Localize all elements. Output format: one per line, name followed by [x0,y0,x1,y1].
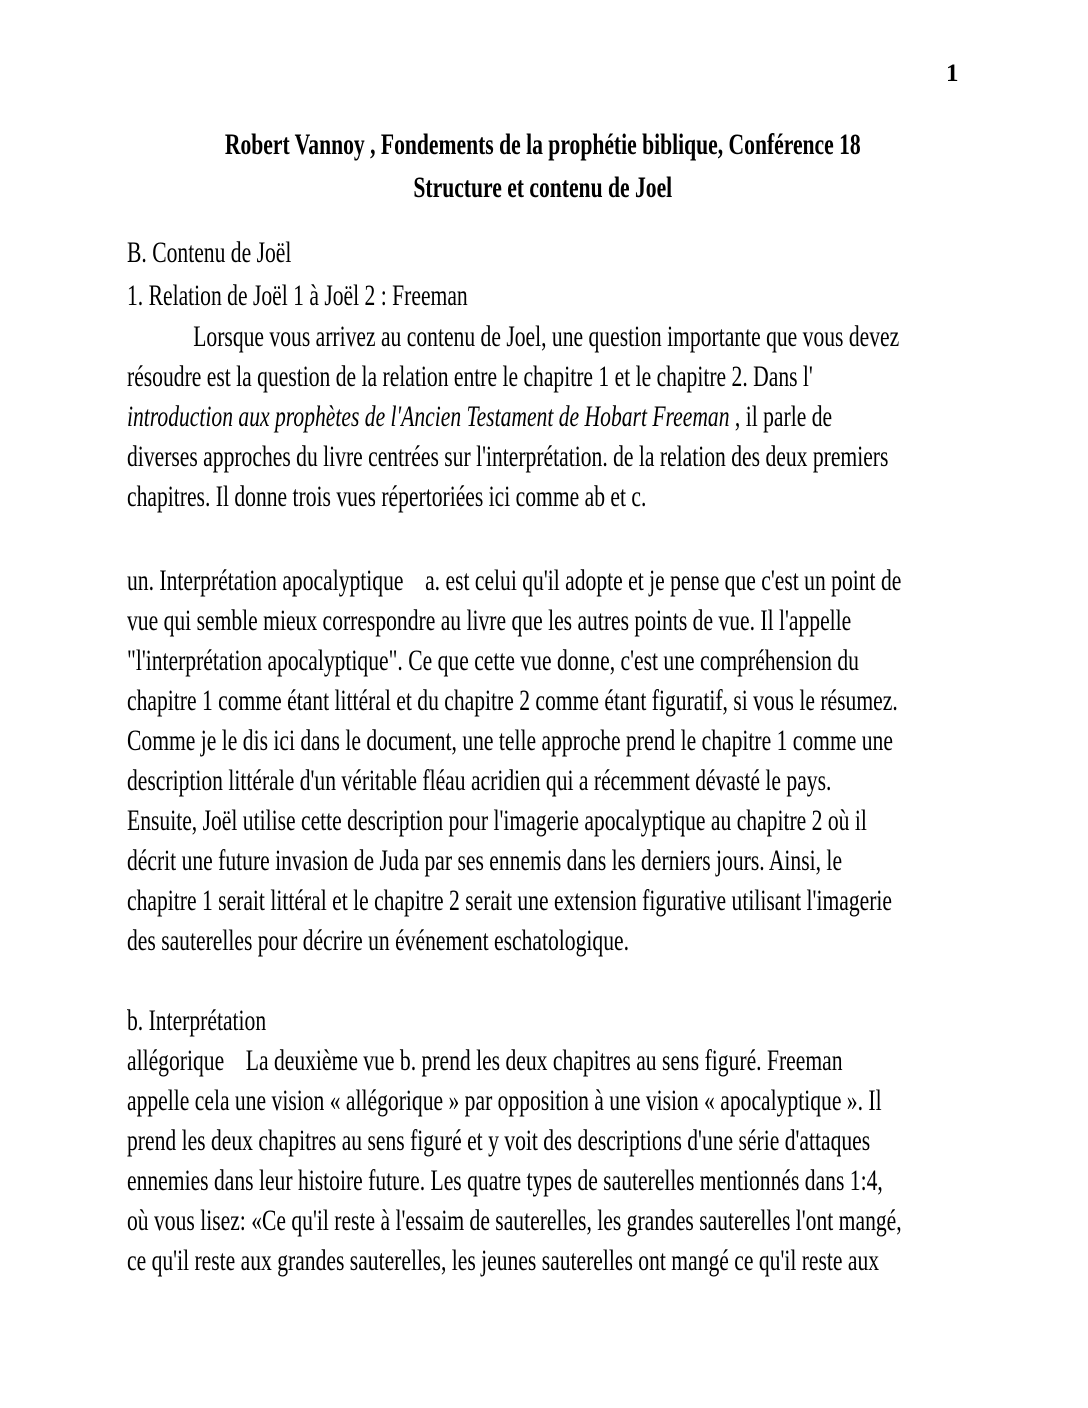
text-line: un. Interprétation apocalyptique a. est celui qu'il adopte et je pense que c'est un point de [127,564,902,597]
title-line-1: Robert Vannoy , Fondements de la prophétie biblique, Conférence 18 [224,128,861,161]
text-segment: , il parle de [729,400,833,433]
headings-block [127,231,959,317]
document-title-block [127,123,959,209]
document-content [127,123,959,1281]
text-line: allégorique La deuxième vue b. prend les deux chapitres au sens figuré. Freeman [127,1044,843,1077]
text-line: où vous lisez: «Ce qu'il reste à l'essaim de sauterelles, les grandes sauterelles l'ont mangé, [127,1204,902,1237]
text-line: chapitre 1 comme étant littéral et du chapitre 2 comme étant figuratif, si vous le résumez. [127,684,898,717]
text-line: ennemies dans leur histoire future. Les quatre types de sauterelles mentionnés dans 1:4, [127,1164,883,1197]
subsection-heading: 1. Relation de Joël 1 à Joël 2 : Freeman [127,279,468,312]
text-line: appelle cela une vision « allégorique » par opposition à une vision « apocalyptique ». Il [127,1084,882,1117]
text-line: décrit une future invasion de Juda par ses ennemis dans les derniers jours. Ainsi, le [127,844,843,877]
text-line: des sauterelles pour décrire un événement eschatologique. [127,924,630,957]
text-line: Comme je le dis ici dans le document, une telle approche prend le chapitre 1 comme une [127,724,893,757]
paragraph-1 [127,317,959,517]
title-line-2: Structure et contenu de Joel [413,171,673,204]
text-line: "l'interprétation apocalyptique". Ce que cette vue donne, c'est une compréhension du [127,644,859,677]
paragraph-2 [127,561,959,961]
book-title-italic: introduction aux prophètes de l'Ancien Testament de Hobart Freeman [127,400,730,433]
text-line: chapitres. Il donne trois vues répertoriées ici comme ab et c. [127,480,647,513]
text-line: vue qui semble mieux correspondre au livre que les autres points de vue. Il l'appelle [127,604,852,637]
text-line: diverses approches du livre centrées sur l'interprétation. de la relation des deux premiers [127,440,889,473]
text-line [127,397,959,437]
text-line: Ensuite, Joël utilise cette description pour l'imagerie apocalyptique au chapitre 2 où il [127,804,867,837]
text-line: ce qu'il reste aux grandes sauterelles, les jeunes sauterelles ont mangé ce qu'il reste aux [127,1244,880,1277]
paragraph-3 [127,1001,959,1281]
page-number: 1 [946,60,959,87]
text-line: chapitre 1 serait littéral et le chapitre 2 serait une extension figurative utilisant l'imagerie [127,884,892,917]
section-heading: B. Contenu de Joël [127,236,292,269]
text-line: b. Interprétation [127,1004,267,1037]
text-line: résoudre est la question de la relation entre le chapitre 1 et le chapitre 2. Dans l' [127,360,813,393]
text-line: description littérale d'un véritable fléau acridien qui a récemment dévasté le pays. [127,764,832,797]
text-line: prend les deux chapitres au sens figuré et y voit des descriptions d'une série d'attaques [127,1124,871,1157]
text-line: Lorsque vous arrivez au contenu de Joel, une question importante que vous devez [193,320,900,353]
